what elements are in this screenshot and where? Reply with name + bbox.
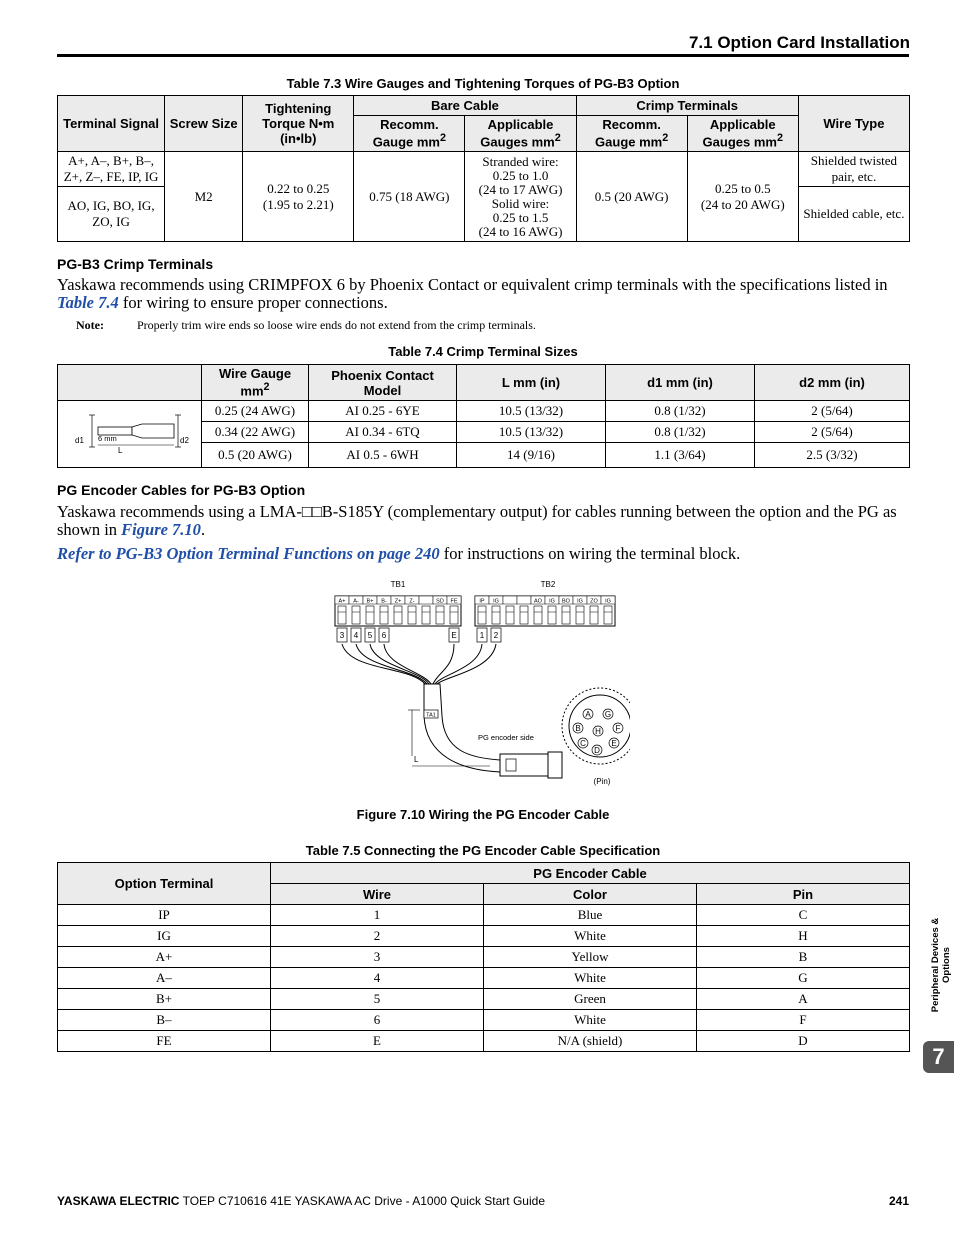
crimp-heading: PG-B3 Crimp Terminals bbox=[57, 256, 214, 272]
footer-doc: YASKAWA ELECTRIC TOEP C710616 41E YASKAWA AC Drive - A1000 Quick Start Guide bbox=[57, 1194, 545, 1208]
table-row bbox=[58, 989, 910, 1010]
pin-label: (Pin) bbox=[593, 777, 611, 786]
th-crimp-terminals: Crimp Terminals bbox=[576, 96, 798, 116]
pin-letter: G bbox=[604, 710, 612, 719]
t75-cell-term: A– bbox=[58, 968, 271, 989]
t75-cell-color: N/A (shield) bbox=[484, 1031, 697, 1052]
cell-crimp-recomm: 0.5 (20 AWG) bbox=[576, 152, 687, 242]
tb1-wire-number: 3 bbox=[339, 631, 345, 640]
tb2-terminal-label: IG bbox=[493, 598, 499, 605]
tb1-wire-number: 5 bbox=[367, 631, 373, 640]
t75-cell-wire: 1 bbox=[271, 905, 484, 926]
crimp-diagram-cell bbox=[58, 401, 202, 468]
th-bare-recomm: Recomm. Gauge $mm^2$ bbox=[354, 116, 465, 152]
t75-cell-wire: E bbox=[271, 1031, 484, 1052]
t75-cell-term: IP bbox=[58, 905, 271, 926]
table-7-5-caption: Table 7.5 Connecting the PG Encoder Cable Specification bbox=[305, 843, 661, 858]
t74-r2-d2: 2 (5/64) bbox=[755, 422, 910, 443]
pin-letter: H bbox=[595, 727, 601, 736]
th-wire-type: Wire Type bbox=[798, 96, 909, 152]
tb1-terminal-label: Z- bbox=[409, 598, 415, 605]
th-l: L mm (in) bbox=[457, 365, 606, 401]
tb2-wire-number: 1 bbox=[479, 631, 485, 640]
t74-r3-model: AI 0.5 - 6WH bbox=[309, 443, 457, 468]
t75-cell-color: White bbox=[484, 926, 697, 947]
tb2-terminal-label: ZO bbox=[590, 598, 598, 605]
tb2-terminal-label: BO bbox=[562, 598, 570, 605]
cell-bare-applic: Stranded wire: 0.25 to 1.0 (24 to 17 AWG) Solid wire: 0.25 to 1.5 (24 to 16 AWG) bbox=[465, 152, 576, 242]
encoder-paragraph: Yaskawa recommends using a LMA-□□B-S185Y (complementary output) for cables running between the option and the PG as shown in Figure 7.10. bbox=[57, 502, 897, 539]
t74-r2-gauge: 0.34 (22 AWG) bbox=[202, 422, 309, 443]
cell-bare-recomm: 0.75 (18 AWG) bbox=[354, 152, 465, 242]
table-row bbox=[58, 947, 910, 968]
cell-torque: 0.22 to 0.25 (1.95 to 2.21) bbox=[243, 152, 354, 242]
th-torque: Tightening Torque N•m (in•lb) bbox=[243, 96, 354, 152]
t75-cell-term: B– bbox=[58, 1010, 271, 1031]
tb1-terminal-label: A+ bbox=[338, 598, 346, 605]
crimp-terminal-diagram bbox=[70, 403, 190, 465]
table-row bbox=[58, 905, 910, 926]
th-terminal-signal: Terminal Signal bbox=[58, 96, 165, 152]
t74-r2-d1: 0.8 (1/32) bbox=[606, 422, 755, 443]
cell-terminal-1: A+, A–, B+, B–, Z+, Z–, FE, IP, IG bbox=[58, 152, 165, 187]
cable-tag-label: TA1 bbox=[426, 712, 436, 719]
wire-bundle bbox=[342, 644, 496, 684]
th-pin: Pin bbox=[697, 884, 910, 905]
th-wire-gauge: Wire Gauge $mm^2$ bbox=[202, 365, 309, 401]
pin-letter: E bbox=[611, 739, 617, 748]
th-color: Color bbox=[484, 884, 697, 905]
th-d1: d1 mm (in) bbox=[606, 365, 755, 401]
table-7-5 bbox=[57, 862, 910, 1052]
pg-cable bbox=[424, 684, 500, 772]
label-l: L bbox=[117, 446, 122, 455]
tb2-terminal-label: IG bbox=[549, 598, 555, 605]
t74-r1-d2: 2 (5/64) bbox=[755, 401, 910, 422]
table-7-4-caption: Table 7.4 Crimp Terminal Sizes bbox=[388, 344, 578, 359]
t74-r2-model: AI 0.34 - 6TQ bbox=[309, 422, 457, 443]
tb2-wire-number: 2 bbox=[493, 631, 499, 640]
terminal-block-tb2 bbox=[475, 596, 615, 642]
th-bare-cable: Bare Cable bbox=[354, 96, 576, 116]
tb1-terminal-label: Z+ bbox=[394, 598, 402, 605]
section-title: 7.1 Option Card Installation bbox=[688, 33, 910, 52]
th-pg-encoder-cable: PG Encoder Cable bbox=[271, 863, 910, 884]
t75-cell-pin: A bbox=[697, 989, 910, 1010]
t75-cell-wire: 3 bbox=[271, 947, 484, 968]
label-d1: d1 bbox=[74, 436, 84, 445]
label-d2: d2 bbox=[179, 436, 189, 445]
t75-cell-pin: D bbox=[697, 1031, 910, 1052]
th-diagram-blank bbox=[58, 365, 202, 401]
terminal-functions-link[interactable]: Refer to PG-B3 Option Terminal Functions on page 240 bbox=[57, 544, 440, 563]
t74-r3-d1: 1.1 (3/64) bbox=[606, 443, 755, 468]
pg-encoder-wiring-figure bbox=[330, 576, 630, 791]
th-d2: d2 mm (in) bbox=[755, 365, 910, 401]
cell-wire-type-2: Shielded cable, etc. bbox=[798, 187, 909, 242]
t75-cell-pin: H bbox=[697, 926, 910, 947]
t75-cell-term: IG bbox=[58, 926, 271, 947]
header-rule bbox=[57, 54, 909, 57]
th-crimp-recomm: Recomm. Gauge $mm^2$ bbox=[576, 116, 687, 152]
pin-letter: B bbox=[575, 724, 581, 733]
t74-r2-l: 10.5 (13/32) bbox=[457, 422, 606, 443]
tb1-terminal-label: B+ bbox=[366, 598, 374, 605]
terminal-block-tb1 bbox=[335, 596, 461, 642]
table-7-4-link[interactable]: Table 7.4 bbox=[57, 293, 119, 312]
t74-r3-l: 14 (9/16) bbox=[457, 443, 606, 468]
figure-7-10-caption: Figure 7.10 Wiring the PG Encoder Cable bbox=[356, 807, 610, 822]
tb2-terminal-label: IG bbox=[577, 598, 583, 605]
tb1-terminal-label: SD bbox=[436, 598, 444, 605]
crimp-paragraph: Yaskawa recommends using CRIMPFOX 6 by Phoenix Contact or equivalent crimp terminals with the specifications listed in Table 7.4 for wiring to ensure proper connections. bbox=[57, 275, 888, 312]
t75-cell-color: Green bbox=[484, 989, 697, 1010]
cell-crimp-applic: 0.25 to 0.5 (24 to 20 AWG) bbox=[687, 152, 798, 242]
t75-cell-color: Yellow bbox=[484, 947, 697, 968]
encoder-side-label: PG encoder side bbox=[478, 733, 534, 742]
figure-7-10-link[interactable]: Figure 7.10 bbox=[121, 520, 201, 539]
th-bare-applic: Applicable Gauges $mm^2$ bbox=[465, 116, 576, 152]
t75-cell-color: White bbox=[484, 1010, 697, 1031]
t75-cell-term: FE bbox=[58, 1031, 271, 1052]
t75-cell-color: Blue bbox=[484, 905, 697, 926]
pin-letter: F bbox=[615, 724, 621, 733]
tb2-terminal-label: AO bbox=[534, 598, 542, 605]
page-number: 241 bbox=[888, 1194, 909, 1208]
encoder-heading: PG Encoder Cables for PG-B3 Option bbox=[57, 482, 306, 498]
table-7-3-caption: Table 7.3 Wire Gauges and Tightening Torques of PG-B3 Option bbox=[286, 76, 680, 91]
t75-cell-wire: 2 bbox=[271, 926, 484, 947]
tb1-terminal-label: FE bbox=[450, 598, 458, 605]
pin-letter: A bbox=[585, 710, 591, 719]
tb1-label: TB1 bbox=[390, 580, 406, 589]
table-7-4 bbox=[57, 364, 910, 468]
tb2-terminal-label: IP bbox=[479, 598, 485, 605]
th-crimp-applic: Applicable Gauges $mm^2$ bbox=[687, 116, 798, 152]
label-6mm: 6 mm bbox=[97, 434, 117, 443]
table-7-3 bbox=[57, 95, 910, 242]
crimp-note: Note: Properly trim wire ends so loose wire ends do not extend from the crimp terminals. bbox=[76, 318, 536, 332]
t74-r1-l: 10.5 (13/32) bbox=[457, 401, 606, 422]
t75-cell-term: A+ bbox=[58, 947, 271, 968]
t75-cell-pin: F bbox=[697, 1010, 910, 1031]
th-screw-size: Screw Size bbox=[165, 96, 243, 152]
cell-screw: M2 bbox=[165, 152, 243, 242]
th-wire: Wire bbox=[271, 884, 484, 905]
chapter-side-tab: Peripheral Devices & Options bbox=[930, 917, 952, 1013]
tb1-wire-number: 6 bbox=[381, 631, 387, 640]
t75-cell-pin: C bbox=[697, 905, 910, 926]
chapter-number-badge: 7 bbox=[923, 1041, 954, 1073]
tb2-terminal-label: IG bbox=[605, 598, 611, 605]
table-row bbox=[58, 926, 910, 947]
tb2-label: TB2 bbox=[540, 580, 556, 589]
table-row bbox=[58, 1010, 910, 1031]
t75-cell-term: B+ bbox=[58, 989, 271, 1010]
t75-cell-wire: 6 bbox=[271, 1010, 484, 1031]
pin-letter: C bbox=[580, 739, 586, 748]
table-row bbox=[58, 968, 910, 989]
tb1-terminal-label: A- bbox=[353, 598, 359, 605]
length-label: L bbox=[414, 755, 419, 764]
table-row bbox=[58, 1031, 910, 1052]
t75-cell-pin: B bbox=[697, 947, 910, 968]
t74-r1-model: AI 0.25 - 6YE bbox=[309, 401, 457, 422]
tb1-terminal-label: B- bbox=[381, 598, 387, 605]
th-option-terminal: Option Terminal bbox=[58, 863, 271, 905]
tb1-wire-number: E bbox=[451, 631, 457, 640]
tb1-wire-number: 4 bbox=[353, 631, 359, 640]
t74-r1-gauge: 0.25 (24 AWG) bbox=[202, 401, 309, 422]
cell-terminal-2: AO, IG, BO, IG, ZO, IG bbox=[58, 187, 165, 242]
th-phoenix-model: Phoenix Contact Model bbox=[309, 365, 457, 401]
t74-r1-d1: 0.8 (1/32) bbox=[606, 401, 755, 422]
t75-cell-wire: 5 bbox=[271, 989, 484, 1010]
pin-letter: D bbox=[594, 746, 600, 755]
cell-wire-type-1: Shielded twisted pair, etc. bbox=[798, 152, 909, 187]
t75-cell-pin: G bbox=[697, 968, 910, 989]
encoder-ref-paragraph: Refer to PG-B3 Option Terminal Functions on page 240 for instructions on wiring the terminal block. bbox=[57, 544, 741, 563]
t74-r3-gauge: 0.5 (20 AWG) bbox=[202, 443, 309, 468]
t75-cell-wire: 4 bbox=[271, 968, 484, 989]
t75-cell-color: White bbox=[484, 968, 697, 989]
t74-r3-d2: 2.5 (3/32) bbox=[755, 443, 910, 468]
